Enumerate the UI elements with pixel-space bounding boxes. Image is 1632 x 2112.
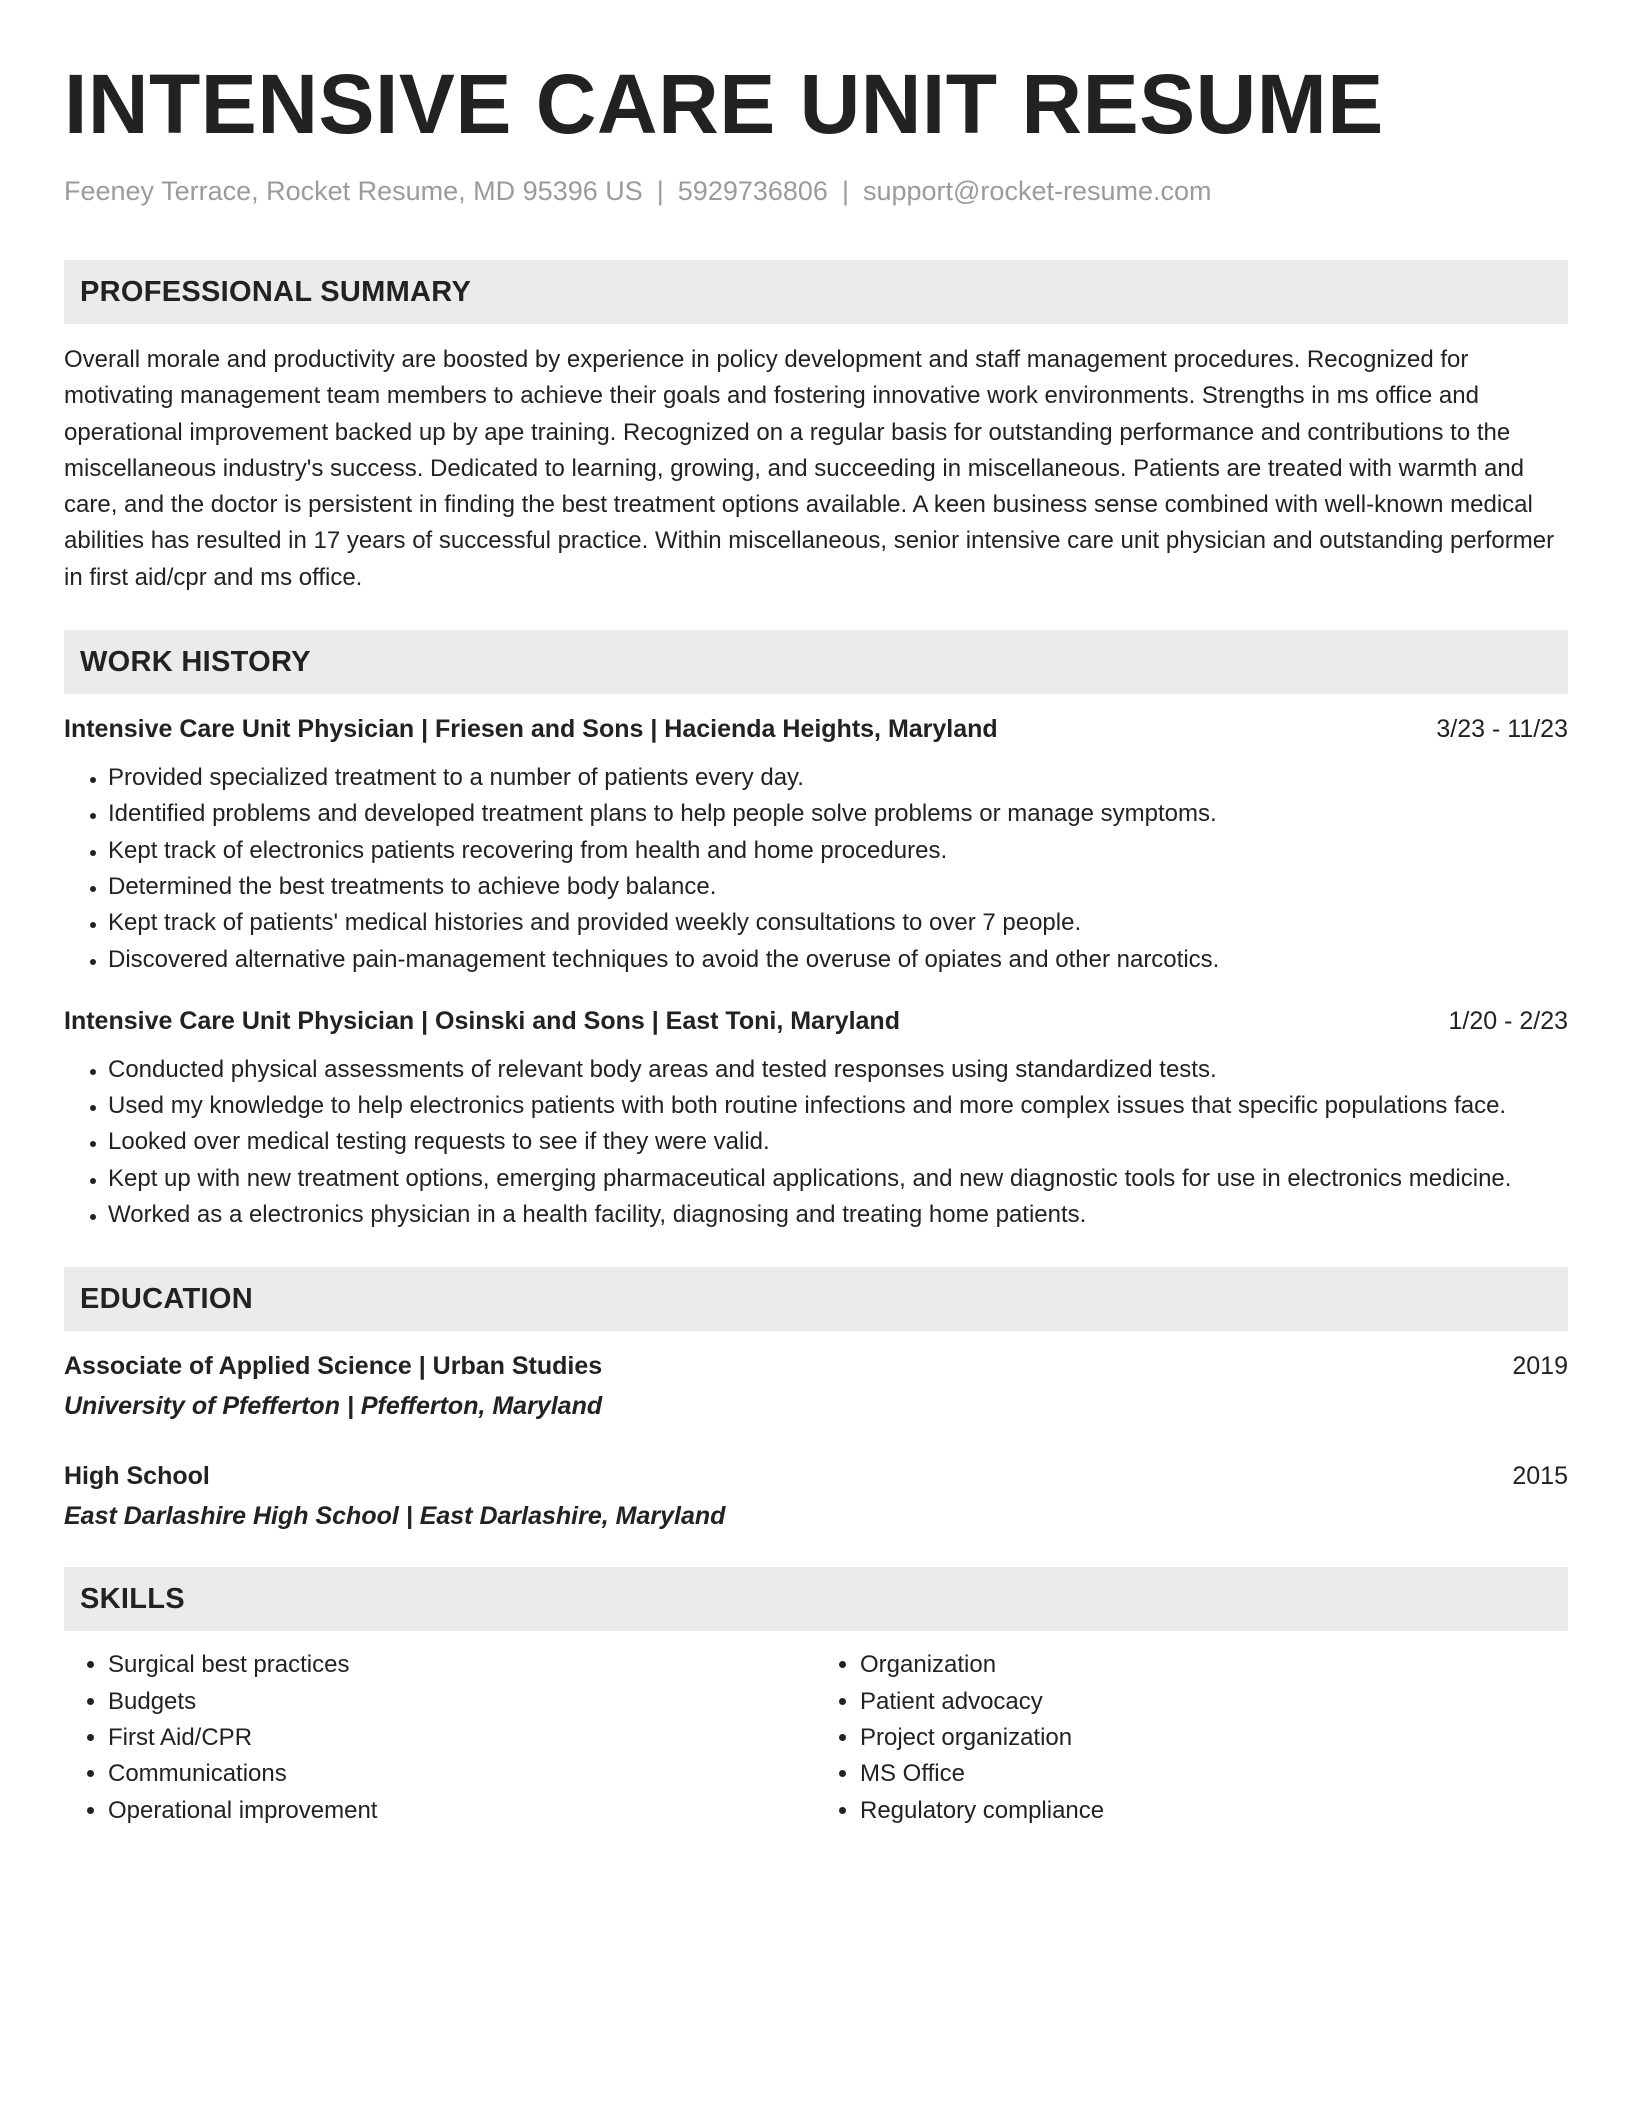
contact-line xyxy=(64,174,1568,208)
education-header xyxy=(64,1349,1568,1383)
job-bullet: • Kept track of electronics patients recovering from health and home procedures. xyxy=(108,833,1568,869)
skills-columns xyxy=(64,1647,1568,1828)
job-bullet-list xyxy=(64,760,1568,978)
job-bullet: • Identified problems and developed treatment plans to help people solve problems or manage symptoms. xyxy=(108,796,1568,832)
job-bullet: • Worked as a electronics physician in a health facility, diagnosing and treating home patients. xyxy=(108,1197,1568,1233)
skills-list-right xyxy=(816,1647,1568,1828)
job-bullet: • Determined the best treatments to achieve body balance. xyxy=(108,869,1568,905)
job-bullet: • Used my knowledge to help electronics patients with both routine infections and more complex issues that specific populations face. xyxy=(108,1088,1568,1124)
contact-address: Feeney Terrace, Rocket Resume, MD 95396 US xyxy=(64,176,643,206)
education-section-header: EDUCATION xyxy=(64,1267,1568,1331)
skill-item: • Budgets xyxy=(108,1684,816,1720)
education-year: 2015 xyxy=(1512,1462,1568,1491)
skills-section-header: SKILLS xyxy=(64,1567,1568,1631)
skill-item: • Surgical best practices xyxy=(108,1647,816,1683)
job-entry xyxy=(64,712,1568,978)
skill-item: • Organization xyxy=(860,1647,1568,1683)
education-header xyxy=(64,1459,1568,1493)
skill-item: • Project organization xyxy=(860,1720,1568,1756)
summary-text: Overall morale and productivity are boosted by experience in policy development and staff management procedures. Recognized for motivating management team members to achieve their goals and fostering innovative work environments. Strengths in ms office and operational improvement backed up by ape training. Recognized on a regular basis for outstanding performance and contributions to the miscellaneous industry's success. Dedicated to learning, growing, and succeeding in miscellaneous. Patients are treated with warmth and care, and the doctor is persistent in finding the best treatment options available. A keen business sense combined with well-known medical abilities has resulted in 17 years of successful practice. Within miscellaneous, senior intensive care unit physician and outstanding performer in first aid/cpr and ms office. xyxy=(64,346,1555,591)
job-title: Intensive Care Unit Physician | Osinski and Sons | East Toni, Maryland xyxy=(64,1006,900,1035)
skill-item: • Communications xyxy=(108,1756,816,1792)
resume-title: INTENSIVE CARE UNIT RESUME xyxy=(64,57,1384,151)
contact-phone: 5929736806 xyxy=(677,176,828,206)
job-dates: 3/23 - 11/23 xyxy=(1436,715,1568,744)
contact-email: support@rocket-resume.com xyxy=(862,176,1212,206)
contact-separator: | xyxy=(841,176,849,206)
education-degree: Associate of Applied Science | Urban Studies xyxy=(64,1352,603,1381)
work-history-section-header: WORK HISTORY xyxy=(64,630,1568,694)
skills-list-left xyxy=(64,1647,816,1828)
education-entry xyxy=(64,1349,1568,1423)
education-year: 2019 xyxy=(1512,1352,1568,1381)
skill-item: • Operational improvement xyxy=(108,1793,816,1829)
skill-item: • MS Office xyxy=(860,1756,1568,1792)
skill-item: • Regulatory compliance xyxy=(860,1793,1568,1829)
job-bullet: • Looked over medical testing requests to see if they were valid. xyxy=(108,1124,1568,1160)
education-school: East Darlashire High School | East Darlashire, Maryland xyxy=(64,1502,726,1531)
summary-section-header: PROFESSIONAL SUMMARY xyxy=(64,260,1568,324)
skill-item: • First Aid/CPR xyxy=(108,1720,816,1756)
job-bullet: • Conducted physical assessments of relevant body areas and tested responses using standardized tests. xyxy=(108,1052,1568,1088)
education-entry xyxy=(64,1459,1568,1533)
job-header xyxy=(64,712,1568,746)
job-bullet: • Kept track of patients' medical histories and provided weekly consultations to over 7 people. xyxy=(108,905,1568,941)
job-bullet: • Kept up with new treatment options, emerging pharmaceutical applications, and new diagnostic tools for use in electronics medicine. xyxy=(108,1161,1568,1197)
job-title: Intensive Care Unit Physician | Friesen and Sons | Hacienda Heights, Maryland xyxy=(64,715,998,744)
education-degree: High School xyxy=(64,1462,210,1491)
job-entry xyxy=(64,1004,1568,1233)
contact-separator: | xyxy=(656,176,664,206)
education-school: University of Pfefferton | Pfefferton, Maryland xyxy=(64,1392,603,1421)
skill-item: • Patient advocacy xyxy=(860,1684,1568,1720)
job-bullet-list xyxy=(64,1052,1568,1233)
job-dates: 1/20 - 2/23 xyxy=(1448,1006,1568,1035)
job-header xyxy=(64,1004,1568,1038)
job-bullet: • Provided specialized treatment to a number of patients every day. xyxy=(108,760,1568,796)
job-bullet: • Discovered alternative pain-management techniques to avoid the overuse of opiates and other narcotics. xyxy=(108,942,1568,978)
